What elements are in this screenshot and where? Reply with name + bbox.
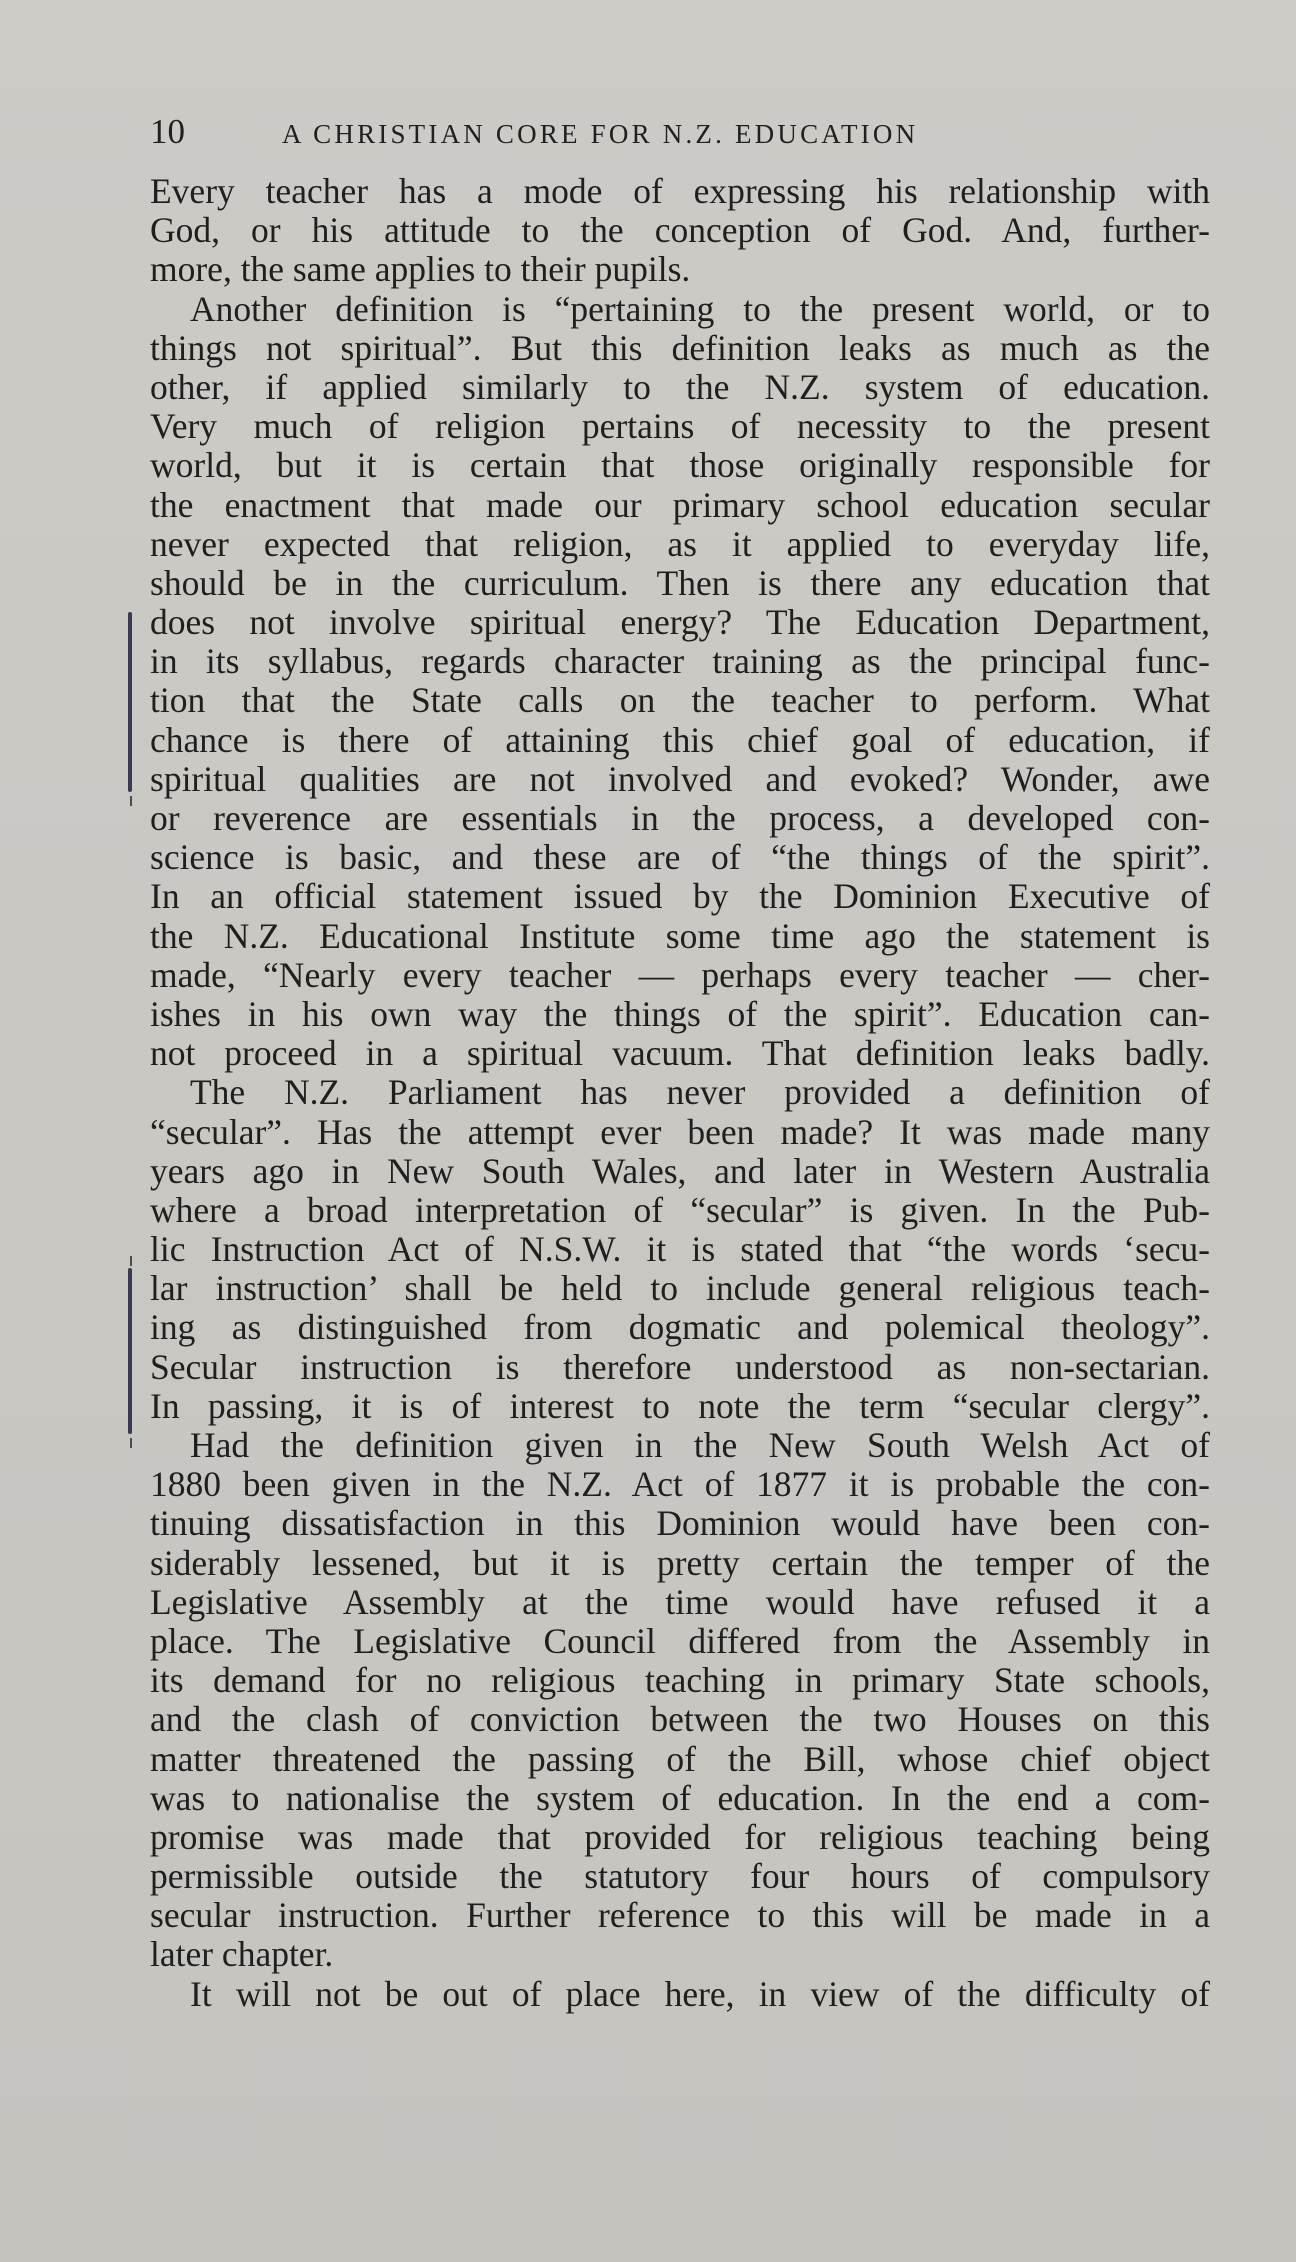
text-line: Very much of religion pertains of necessity to the present — [150, 406, 1210, 447]
margin-mark — [128, 1268, 132, 1434]
text-line: other, if applied similarly to the N.Z. system of education. — [150, 366, 1210, 407]
text-line: does not involve spiritual energy? The Education Department, — [150, 602, 1210, 643]
text-line: chance is there of attaining this chief goal of education, if — [150, 719, 1210, 760]
text-line: ishes in his own way the things of the spirit”. Education can- — [150, 993, 1210, 1034]
text-line: spiritual qualities are not involved and evoked? Wonder, awe — [150, 758, 1210, 799]
text-line: tinuing dissatisfaction in this Dominion would have been con- — [150, 1503, 1210, 1544]
text-line: In an official statement issued by the Dominion Executive of — [150, 876, 1210, 917]
body-text — [150, 172, 1210, 2014]
text-line: It will not be out of place here, in view of the difficulty of — [190, 1973, 1210, 2014]
text-line: was to nationalise the system of education. In the end a com- — [150, 1777, 1210, 1818]
running-title: A CHRISTIAN CORE FOR N.Z. EDUCATION — [282, 119, 919, 149]
text-line: made, “Nearly every teacher — perhaps every teacher — cher- — [150, 954, 1210, 995]
text-line: The N.Z. Parliament has never provided a definition of — [190, 1072, 1210, 1113]
text-line: the enactment that made our primary school education secular — [150, 484, 1210, 525]
text-line: place. The Legislative Council differed from the Assembly in — [150, 1620, 1210, 1661]
text-line: siderably lessened, but it is pretty certain the temper of the — [150, 1542, 1210, 1583]
text-line: God, or his attitude to the conception of God. And, further- — [150, 210, 1210, 251]
margin-mark — [128, 612, 132, 792]
text-line: Secular instruction is therefore understood as non-sectarian. — [150, 1346, 1210, 1387]
text-line: In passing, it is of interest to note the term “secular clergy”. — [150, 1385, 1210, 1426]
text-line: tion that the State calls on the teacher to perform. What — [150, 680, 1210, 721]
text-line: more, the same applies to their pupils. — [150, 249, 691, 290]
text-line: its demand for no religious teaching in primary State schools, — [150, 1660, 1210, 1701]
text-line: permissible outside the statutory four hours of compulsory — [150, 1856, 1210, 1897]
text-line: 1880 been given in the N.Z. Act of 1877 it is probable the con- — [150, 1464, 1210, 1505]
text-line: promise was made that provided for religious teaching being — [150, 1816, 1210, 1857]
text-line: the N.Z. Educational Institute some time ago the statement is — [150, 915, 1210, 956]
text-line: Legislative Assembly at the time would have refused it a — [150, 1581, 1210, 1622]
text-line: things not spiritual”. But this definition leaks as much as the — [150, 327, 1210, 368]
text-line: matter threatened the passing of the Bill, whose chief object — [150, 1738, 1210, 1779]
running-head — [150, 108, 1210, 156]
text-line: world, but it is certain that those originally responsible for — [150, 445, 1210, 486]
text-line: lic Instruction Act of N.S.W. it is stated that “the words ‘secu- — [150, 1229, 1210, 1270]
text-line: later chapter. — [150, 1934, 334, 1975]
text-line: Another definition is “pertaining to the present world, or to — [190, 288, 1210, 329]
text-line: should be in the curriculum. Then is there any education that — [150, 562, 1210, 603]
text-line: years ago in New South Wales, and later in Western Australia — [150, 1150, 1210, 1191]
text-line: where a broad interpretation of “secular” is given. In the Pub- — [150, 1189, 1210, 1230]
text-line: Every teacher has a mode of expressing his relationship with — [150, 171, 1210, 211]
text-line: in its syllabus, regards character training as the principal func- — [150, 641, 1210, 682]
margin-tick — [130, 1256, 132, 1266]
text-line: lar instruction’ shall be held to include general religious teach- — [150, 1268, 1210, 1309]
margin-tick — [130, 1438, 132, 1448]
text-line: Had the definition given in the New South Welsh Act of — [190, 1425, 1210, 1465]
text-line: secular instruction. Further reference to this will be made in a — [150, 1895, 1210, 1936]
text-line: not proceed in a spiritual vacuum. That definition leaks badly. — [150, 1033, 1210, 1074]
text-line: science is basic, and these are of “the things of the spirit”. — [150, 837, 1210, 878]
text-line: ing as distinguished from dogmatic and polemical theology”. — [150, 1307, 1210, 1348]
text-line: or reverence are essentials in the process, a developed con- — [150, 798, 1210, 838]
text-line: “secular”. Has the attempt ever been made? It was made many — [150, 1111, 1210, 1152]
text-line: and the clash of conviction between the two Houses on this — [150, 1699, 1210, 1740]
margin-tick — [130, 796, 132, 806]
text-line: never expected that religion, as it applied to everyday life, — [150, 523, 1210, 564]
page-number: 10 — [150, 112, 185, 151]
